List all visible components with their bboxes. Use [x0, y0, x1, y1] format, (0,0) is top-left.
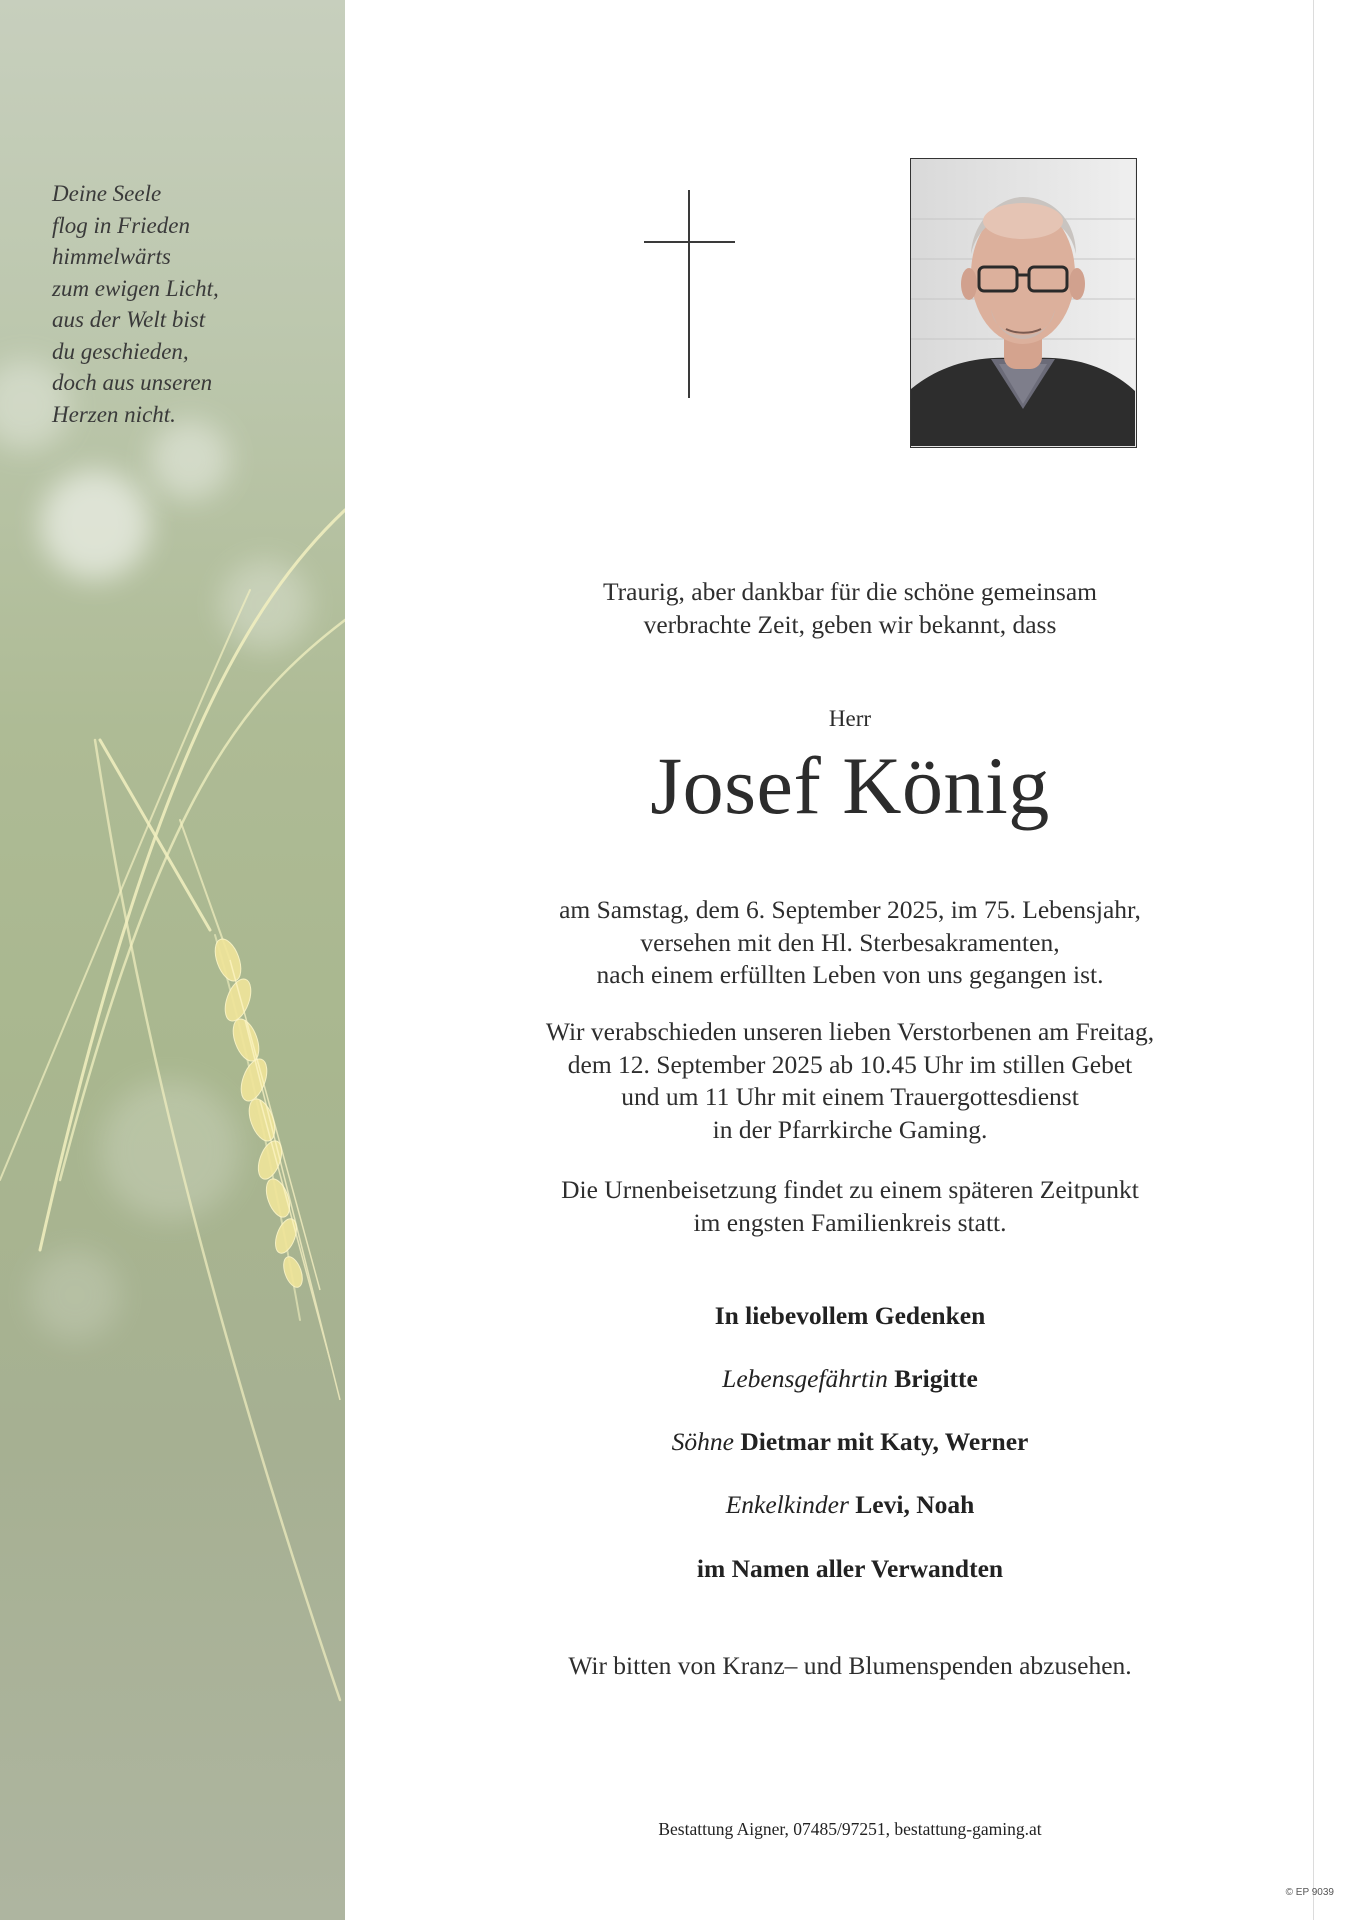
poem-line: Deine Seele [52, 181, 162, 206]
mourners-heading-text: In liebevollem Gedenken [714, 1301, 986, 1330]
mourner-names: Dietmar mit Katy, Werner [740, 1427, 1029, 1456]
poem-line: Herzen nicht. [52, 401, 176, 427]
portrait-illustration [911, 159, 1135, 446]
poem-line: doch aus unseren [52, 370, 213, 395]
poem-line: flog in Frieden [52, 212, 190, 238]
mourner-role: Lebensgefährtin [722, 1364, 888, 1393]
deceased-name: Josef König [650, 740, 1050, 831]
left-decorative-panel [0, 0, 345, 1920]
death-notice-line: versehen mit den Hl. Sterbesakramenten, [640, 927, 1060, 957]
mourner-sons [480, 1427, 1220, 1457]
template-code: © EP 9039 [1285, 1887, 1334, 1898]
intro-line: Traurig, aber dankbar für die schöne gemeinsam [602, 577, 1098, 606]
mourners-heading [480, 1301, 1220, 1331]
mourner-role: Enkelkinder [725, 1490, 849, 1519]
mourners-closing-text: im Namen aller Verwandten [696, 1554, 1004, 1583]
farewell-line: und um 11 Uhr mit einem Trauergottesdienst [621, 1082, 1079, 1111]
deceased-title: Herr [828, 706, 872, 731]
farewell-notice [480, 1016, 1220, 1146]
death-notice-line: nach einem erfüllten Leben von uns gegangen ist. [596, 960, 1104, 989]
mourners-closing [480, 1554, 1220, 1584]
burial-line: im engsten Familienkreis statt. [693, 1207, 1007, 1237]
mourner-names: Levi, Noah [855, 1490, 975, 1519]
farewell-line: Wir verabschieden unseren lieben Verstorbenen am Freitag, [545, 1017, 1155, 1046]
farewell-line: in der Pfarrkirche Gaming. [712, 1114, 988, 1144]
page-edge-line [1313, 0, 1314, 1920]
poem [52, 178, 219, 430]
poem-line: du geschieden, [52, 338, 189, 364]
poem-line: zum ewigen Licht, [52, 275, 219, 301]
cross-horizontal-bar [644, 241, 735, 243]
mourner-partner [480, 1364, 1220, 1394]
death-notice [480, 894, 1220, 992]
death-notice-line: am Samstag, dem 6. September 2025, im 75. Lebensjahr, [559, 895, 1141, 924]
burial-line: Die Urnenbeisetzung findet zu einem späteren Zeitpunkt [561, 1175, 1139, 1204]
donation-request: Wir bitten von Kranz– und Blumenspenden abzusehen. [568, 1651, 1132, 1680]
farewell-line: dem 12. September 2025 ab 10.45 Uhr im stillen Gebet [567, 1049, 1133, 1079]
funeral-home-footer: Bestattung Aigner, 07485/97251, bestattung-gaming.at [658, 1819, 1042, 1839]
mourner-role: Söhne [671, 1427, 734, 1456]
mourner-names: Brigitte [894, 1364, 978, 1393]
burial-notice [480, 1174, 1220, 1239]
intro-text [480, 576, 1220, 641]
intro-line: verbrachte Zeit, geben wir bekannt, dass [643, 609, 1057, 639]
poem-line: aus der Welt bist [52, 307, 206, 332]
mourner-grandchildren [480, 1490, 1220, 1520]
cross-vertical-bar [688, 190, 690, 398]
poem-line: himmelwärts [52, 244, 171, 269]
portrait-photo [910, 158, 1137, 448]
